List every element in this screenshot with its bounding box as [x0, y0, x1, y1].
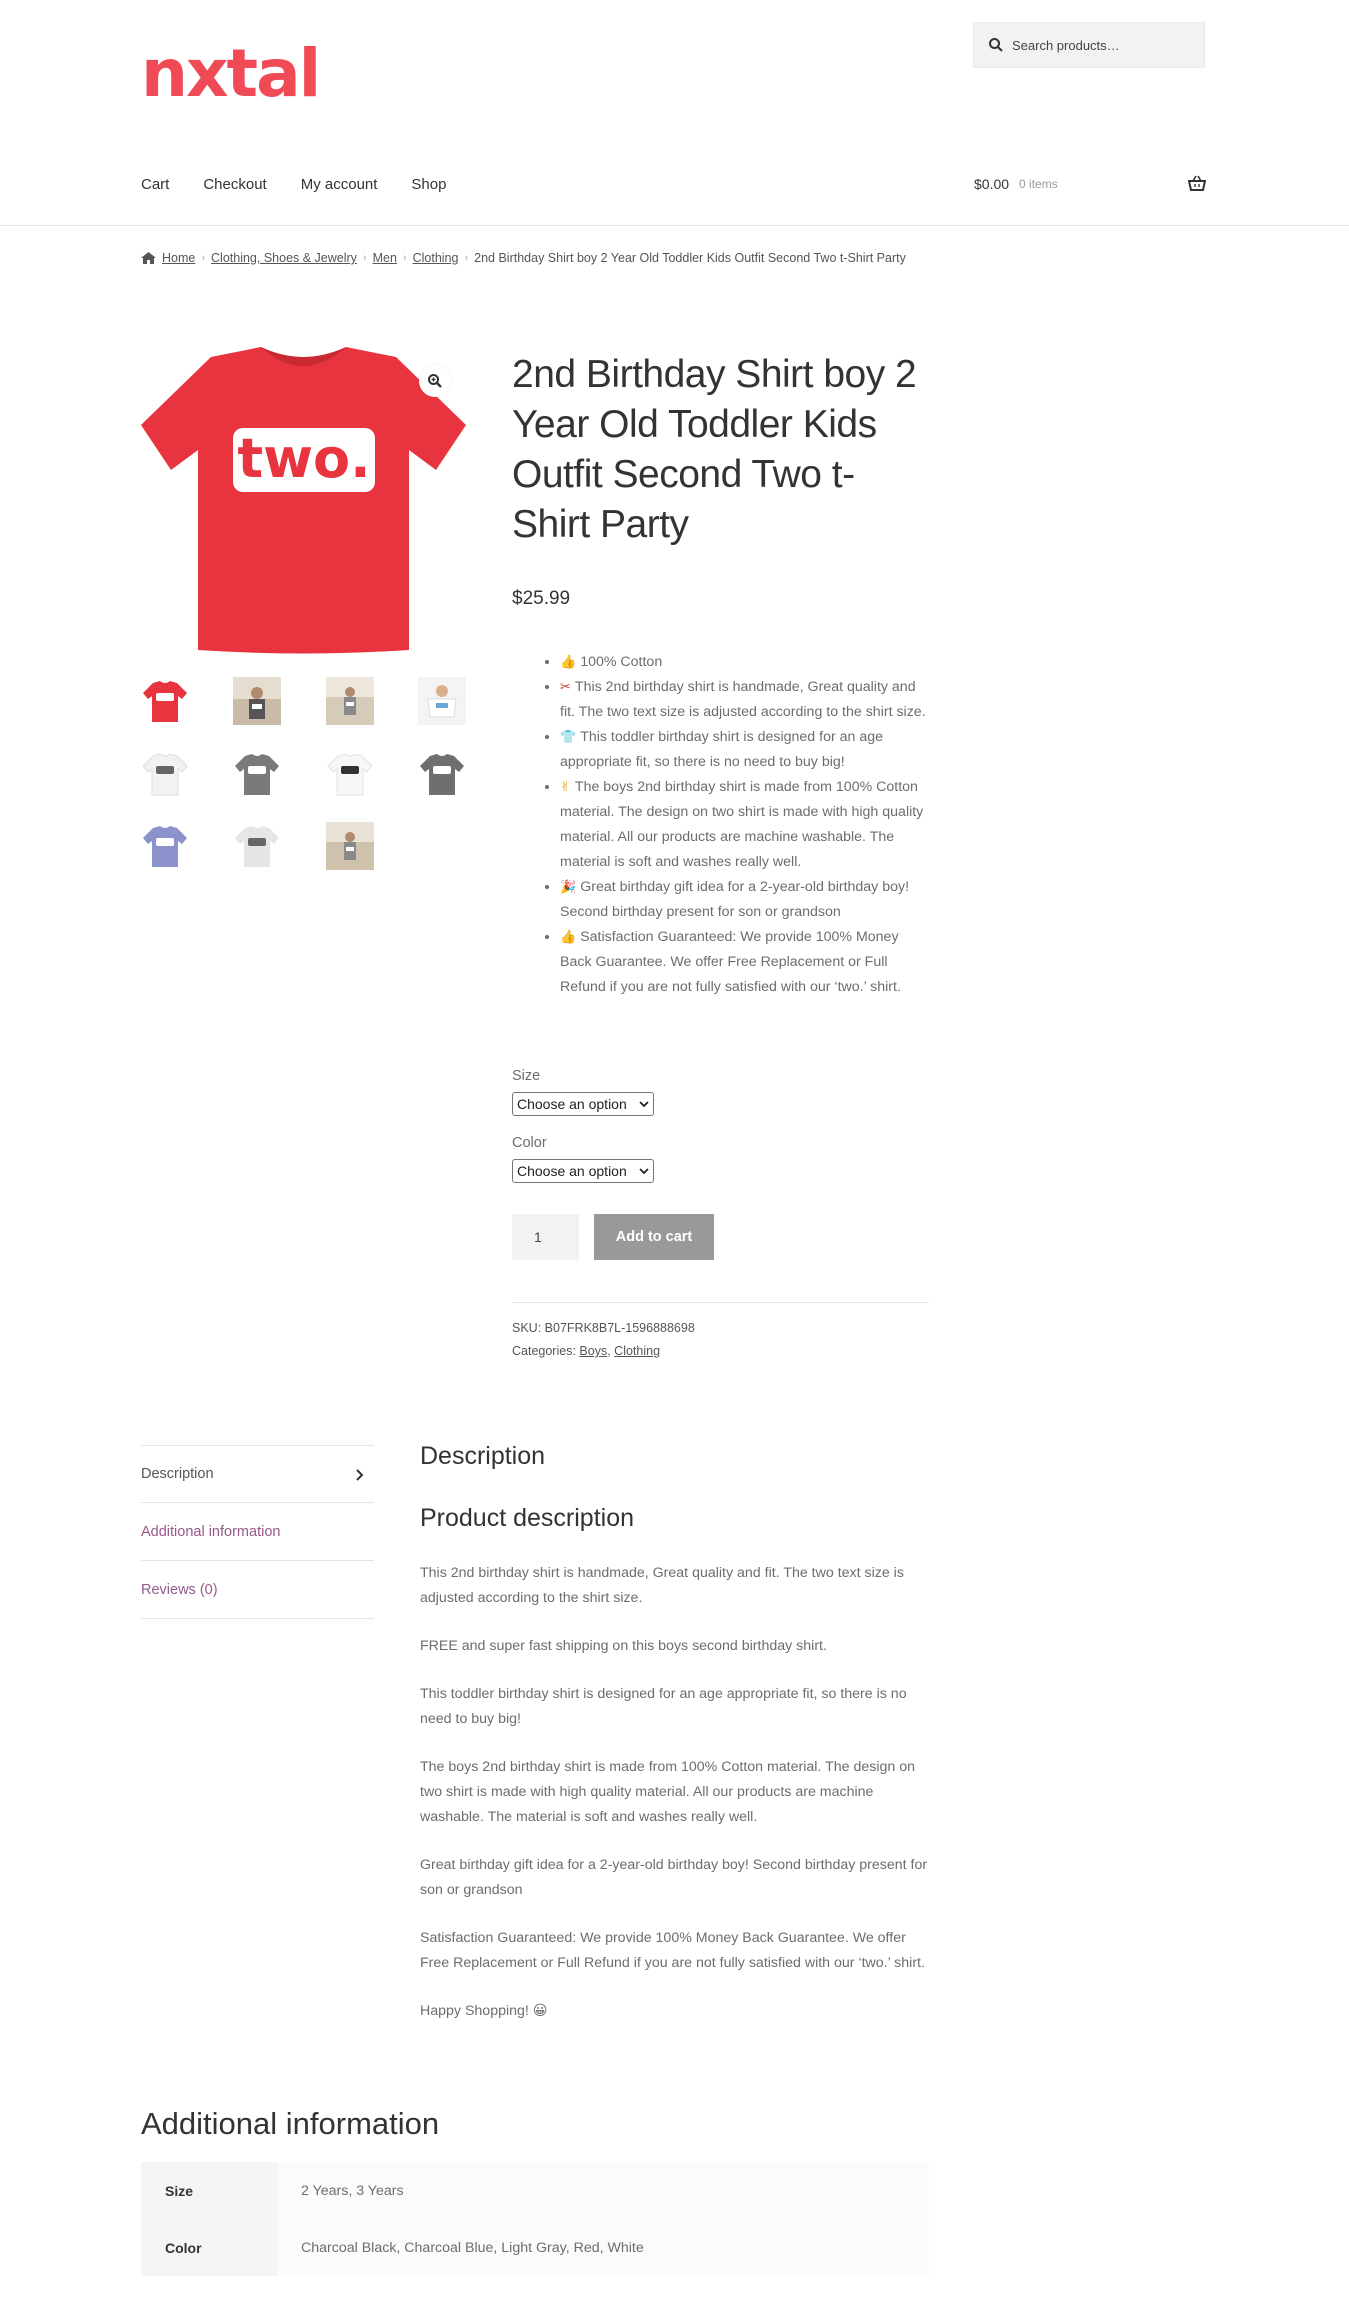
- category-link-boys[interactable]: Boys: [579, 1344, 608, 1358]
- attribute-label: Size: [141, 2162, 278, 2219]
- basket-icon[interactable]: [1188, 175, 1206, 191]
- attributes-table: [141, 2162, 929, 2276]
- thumbnail-white-shirt-2[interactable]: [326, 750, 374, 798]
- zoom-button[interactable]: [419, 365, 451, 397]
- bullet-text: This 2nd birthday shirt is handmade, Great quality and fit. The two text size is adjusted according to the shirt size.: [560, 679, 926, 720]
- chevron-right-icon: [354, 1469, 364, 1481]
- bullet-item: [560, 650, 932, 675]
- thumbs-up-icon: 👍: [560, 655, 577, 670]
- description-paragraph: Great birthday gift idea for a 2-year-old birthday boy! Second birthday present for son or grandson: [420, 1857, 928, 1898]
- categories-line: Categories: Boys, Clothing: [512, 1344, 661, 1358]
- attribute-value: 2 Years, 3 Years: [278, 2162, 929, 2219]
- product-title: 2nd Birthday Shirt boy 2 Year Old Toddler Kids Outfit Second Two t-Shirt Party: [512, 353, 917, 546]
- add-to-cart-button[interactable]: Add to cart: [594, 1214, 714, 1260]
- description-paragraph: The boys 2nd birthday shirt is made from 100% Cotton material. The design on two shirt is made with high quality material. All our products are machine washable. The material is soft and washes really well.: [420, 1759, 915, 1825]
- product-tabs: [141, 1445, 374, 1619]
- site-logo[interactable]: [141, 36, 377, 106]
- color-select[interactable]: [512, 1159, 654, 1183]
- color-select-value: Choose an option: [517, 1163, 627, 1179]
- tab-label: Reviews (0): [141, 1581, 218, 1598]
- chevron-down-icon: [639, 1099, 649, 1109]
- category-link-clothing[interactable]: Clothing: [614, 1344, 661, 1358]
- attribute-value: Charcoal Black, Charcoal Blue, Light Gray, Red, White: [278, 2219, 929, 2276]
- tab-description[interactable]: [141, 1445, 374, 1503]
- search-box: [973, 22, 1205, 68]
- thumbnail-charcoal-shirt[interactable]: [233, 750, 281, 798]
- product-price: $25.99: [512, 588, 571, 609]
- primary-nav: [141, 176, 480, 193]
- site-header: [0, 0, 1349, 226]
- zoom-icon: [427, 373, 443, 389]
- bullet-text: The boys 2nd birthday shirt is made from 100% Cotton material. The design on two shirt is made with high quality material. All our products are machine washable. The material is soft and washes really well.: [560, 779, 924, 870]
- sku-label: SKU:: [512, 1321, 542, 1335]
- search-input[interactable]: [1012, 38, 1192, 53]
- nav-checkout[interactable]: Checkout: [203, 176, 267, 193]
- cart-count: 0 items: [1019, 177, 1058, 191]
- description-panel: [420, 1440, 930, 2047]
- bullet-text: 100% Cotton: [580, 654, 663, 670]
- thumbnail-light-gray-shirt[interactable]: [233, 822, 281, 870]
- chevron-down-icon: [639, 1166, 649, 1176]
- product-meta: [512, 1302, 929, 1363]
- product-description-heading: Product description: [420, 1504, 635, 1532]
- thumbnail-blue-shirt[interactable]: [141, 822, 189, 870]
- breadcrumb-separator: ›: [464, 252, 469, 264]
- party-popper-icon: 🎉: [560, 880, 577, 895]
- bullet-item: [560, 725, 932, 775]
- size-select[interactable]: [512, 1092, 654, 1116]
- description-paragraph: This 2nd birthday shirt is handmade, Great quality and fit. The two text size is adjusted according to the shirt size.: [420, 1565, 904, 1606]
- nav-my-account[interactable]: My account: [300, 176, 378, 193]
- tab-additional-information[interactable]: [141, 1503, 374, 1561]
- thumbnail-gray-shirt[interactable]: [418, 750, 466, 798]
- tab-label: Additional information: [141, 1523, 281, 1540]
- thumbnail-photo-kid-4[interactable]: [326, 822, 374, 870]
- shirt-print-text: two.: [237, 427, 371, 490]
- description-paragraph: FREE and super fast shipping on this boys second birthday shirt.: [420, 1638, 827, 1654]
- size-select-value: Choose an option: [517, 1096, 627, 1112]
- table-row: [141, 2219, 929, 2276]
- thumbnail-photo-kid-2[interactable]: [326, 677, 374, 725]
- categories-label: Categories:: [512, 1344, 576, 1358]
- attribute-label: Color: [141, 2219, 278, 2276]
- quantity-input[interactable]: 1: [512, 1214, 579, 1260]
- thumbnail-white-shirt[interactable]: [141, 750, 189, 798]
- color-label: Color: [512, 1135, 547, 1151]
- breadcrumb-separator: ›: [362, 252, 367, 264]
- search-icon: [988, 37, 1004, 53]
- additional-information-heading: Additional information: [141, 2106, 440, 2141]
- size-label: Size: [512, 1068, 541, 1084]
- breadcrumb-clothing[interactable]: Clothing: [412, 251, 459, 265]
- description-paragraph: Happy Shopping! 😀: [420, 2003, 548, 2019]
- bullet-item: [560, 675, 932, 725]
- description-paragraph: This toddler birthday shirt is designed for an age appropriate fit, so there is no need to buy big!: [420, 1686, 907, 1727]
- tab-label: Description: [141, 1466, 214, 1482]
- description-heading: Description: [420, 1442, 546, 1470]
- tab-reviews[interactable]: [141, 1561, 374, 1619]
- bullet-text: Great birthday gift idea for a 2-year-old birthday boy! Second birthday present for son or grandson: [560, 879, 910, 920]
- breadcrumb-current: 2nd Birthday Shirt boy 2 Year Old Toddler Kids Outfit Second Two t-Shirt Party: [474, 251, 906, 265]
- home-icon: [141, 252, 156, 264]
- bullet-text: Satisfaction Guaranteed: We provide 100% Money Back Guarantee. We offer Free Replacement or Full Refund if you are not fully satisfied with our ‘two.’ shirt.: [560, 929, 901, 995]
- breadcrumb-men[interactable]: Men: [372, 251, 397, 265]
- header-cart[interactable]: [974, 176, 1206, 192]
- logo-text: nxtal: [141, 36, 320, 106]
- thumbs-up-icon: 👍: [560, 930, 577, 945]
- bullet-item: [560, 775, 932, 875]
- bullet-text: This toddler birthday shirt is designed for an age appropriate fit, so there is no need to buy big!: [560, 729, 884, 770]
- sku-value: B07FRK8B7L-1596888698: [544, 1321, 695, 1335]
- breadcrumb: [141, 251, 906, 265]
- scissors-icon: ✂: [560, 680, 571, 695]
- cart-amount: $0.00: [974, 176, 1010, 192]
- thumbnail-photo-kid-3[interactable]: [418, 677, 466, 725]
- nav-cart[interactable]: Cart: [141, 176, 170, 193]
- thumbnail-photo-kid-1[interactable]: [233, 677, 281, 725]
- breadcrumb-separator: ›: [201, 252, 206, 264]
- tshirt-icon: 👕: [560, 730, 577, 745]
- bullet-item: [560, 875, 932, 925]
- thumbnail-red-shirt[interactable]: [141, 677, 189, 725]
- product-short-description: [512, 650, 932, 1000]
- bullet-item: [560, 925, 932, 1000]
- table-row: [141, 2162, 929, 2219]
- breadcrumb-home[interactable]: Home: [162, 251, 196, 265]
- breadcrumb-clothing-shoes-jewelry[interactable]: Clothing, Shoes & Jewelry: [211, 251, 357, 265]
- nav-shop[interactable]: Shop: [411, 176, 447, 193]
- description-paragraph: Satisfaction Guaranteed: We provide 100% Money Back Guarantee. We offer Free Replacement or Full Refund if you are not fully satisfied with our ‘two.’ shirt.: [420, 1930, 925, 1971]
- breadcrumb-separator: ›: [402, 252, 407, 264]
- product-main-image[interactable]: [141, 345, 466, 655]
- sku-line: [512, 1317, 929, 1340]
- victory-hand-icon: ✌: [560, 780, 571, 795]
